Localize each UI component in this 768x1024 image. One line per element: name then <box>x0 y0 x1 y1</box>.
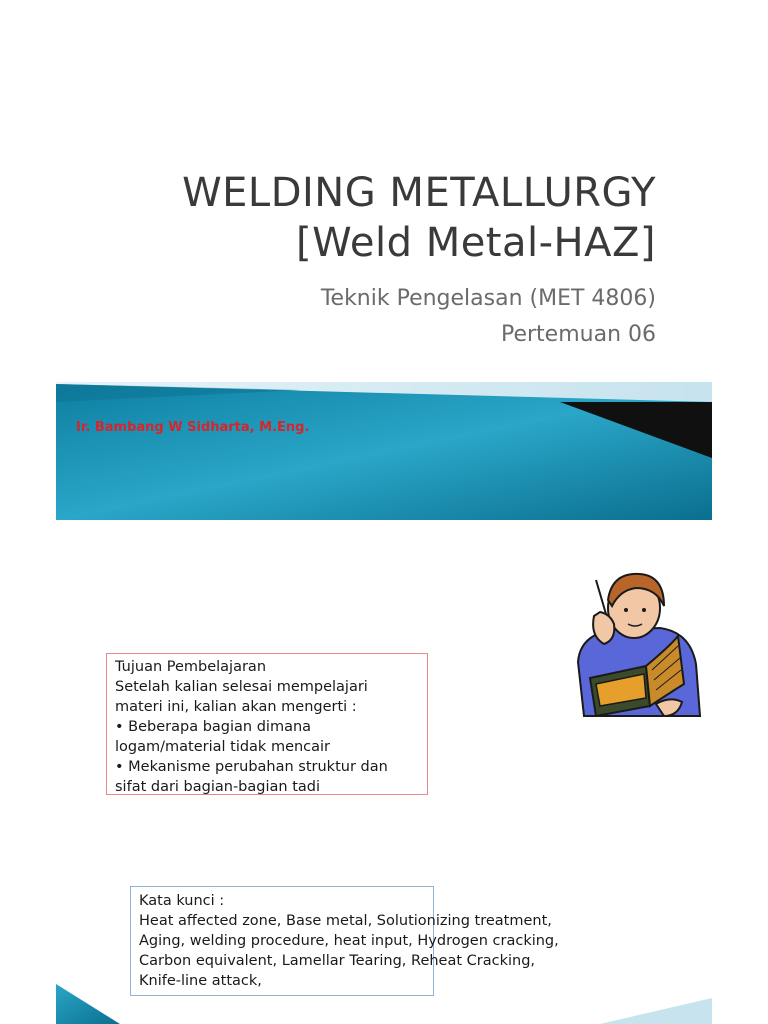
objectives-heading: Tujuan Pembelajaran <box>115 659 267 675</box>
objectives-line: materi ini, kalian akan mengerti : <box>115 699 357 715</box>
keywords-line: Heat affected zone, Base metal, Solutionizing treatment, <box>139 913 552 929</box>
objectives-line: sifat dari bagian-bagian tadi <box>115 779 320 795</box>
title-line-1: WELDING METALLURGY <box>182 170 656 216</box>
keywords-line: Aging, welding procedure, heat input, Hydrogen cracking, <box>139 933 559 949</box>
student-reading-book-icon <box>560 566 710 726</box>
keywords-box <box>130 886 559 996</box>
learning-objectives-box <box>106 653 428 795</box>
objectives-line: Setelah kalian selesai mempelajari <box>115 679 368 695</box>
keywords-heading: Kata kunci : <box>139 893 225 909</box>
objectives-line: • Beberapa bagian dimana <box>115 719 312 735</box>
author-name: Ir. Bambang W Sidharta, M.Eng. <box>76 420 310 435</box>
keywords-line: Carbon equivalent, Lamellar Tearing, Reheat Cracking, <box>139 953 536 969</box>
keywords-line: Knife-line attack, <box>139 973 262 989</box>
subtitle-course: Teknik Pengelasan (MET 4806) <box>320 286 656 311</box>
decorative-banner <box>0 378 768 520</box>
decorative-corner <box>0 984 768 1024</box>
title-line-2: [Weld Metal-HAZ] <box>296 220 656 266</box>
title-area <box>0 0 768 380</box>
objectives-line: • Mekanisme perubahan struktur dan <box>115 759 388 775</box>
objectives-line: logam/material tidak mencair <box>115 739 331 755</box>
subtitle-meeting: Pertemuan 06 <box>500 322 656 347</box>
